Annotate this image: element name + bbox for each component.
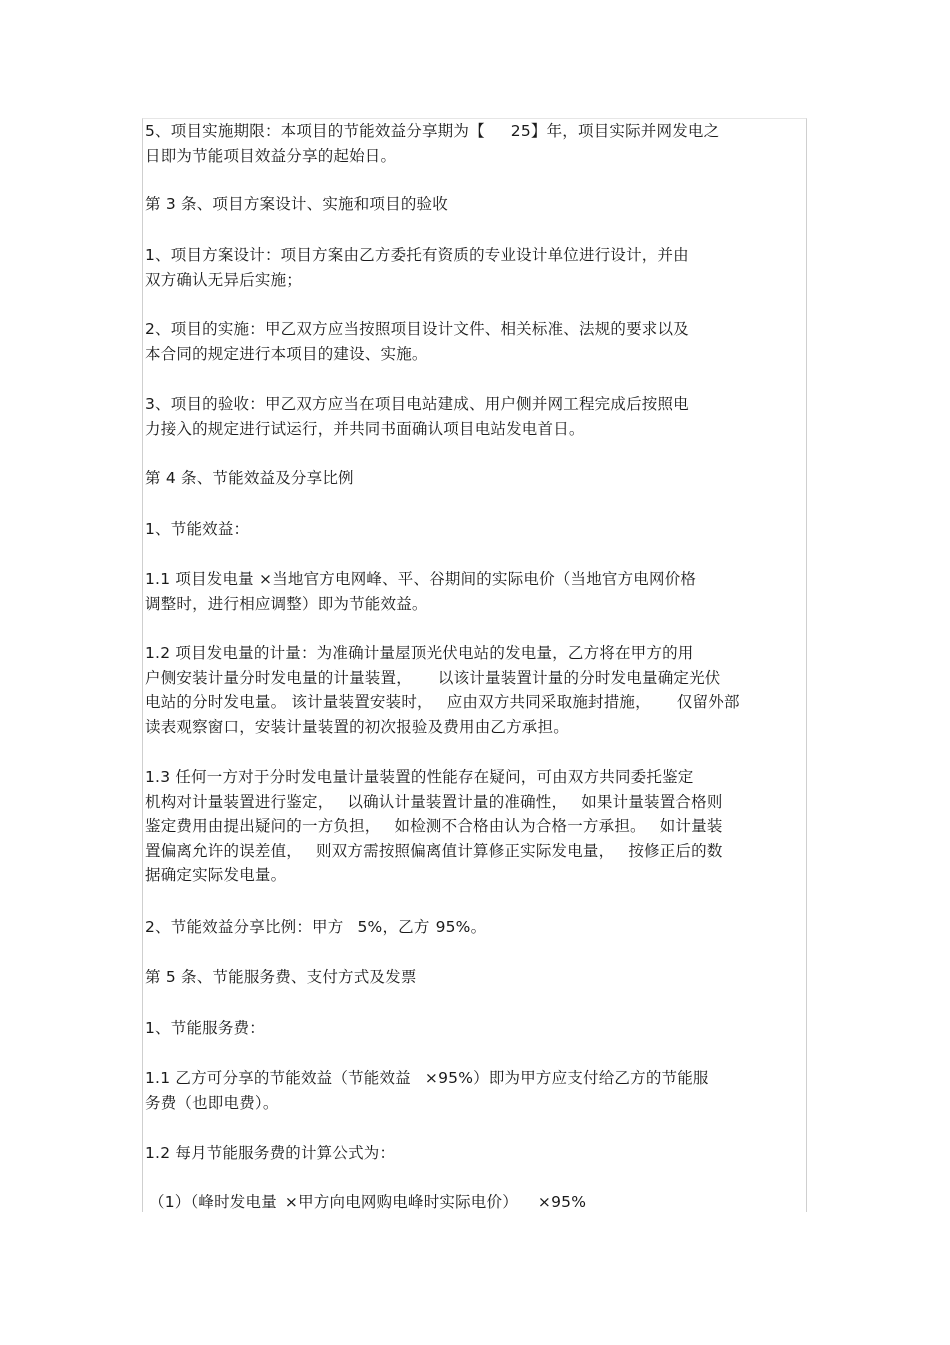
clause-project-acceptance: 3、项目的验收：甲乙双方应当在项目电站建成、用户侧并网工程完成后按照电 力接入的规定进行试运行，并共同书面确认项目电站发电首日。 [145, 395, 689, 438]
clause-1-2: 1.2 项目发电量的计量：为准确计量屋顶光伏电站的发电量，乙方将在甲方的用 户侧安装计量分时发电量的计量装置， 以该计量装置计量的分时发电量确定光伏 电站的分时发电量。 该计量装置安装时， 应由双方共同采取施封措施， 仅留外部 读表观察窗口，安装计量装置的初次报验及费用由乙方承担。 [145, 644, 740, 736]
clause-fee-1-2: 1.2 每月节能服务费的计算公式为： [145, 1144, 396, 1162]
clause-1-1: 1.1 项目发电量 ×当地官方电网峰、平、谷期间的实际电价（当地官方电网价格 调整时，进行相应调整）即为节能效益。 [145, 570, 697, 613]
clause-project-implementation: 2、项目的实施：甲乙双方应当按照项目设计文件、相关标准、法规的要求以及 本合同的规定进行本项目的建设、实施。 [145, 320, 689, 363]
clause-1-3: 1.3 任何一方对于分时发电量计量装置的性能存在疑问，可由双方共同委托鉴定 机构对计量装置进行鉴定， 以确认计量装置计量的准确性， 如果计量装置合格则 鉴定费用由提出疑问的一方负担， 如检测不合格由认为合格一方承担。 如计量装 置偏离允许的误差值， 则双方需按照偏离值计算修正实际发电量， 按修正后的数 据确定实际发电量。 [145, 768, 723, 884]
clause-project-design: 1、项目方案设计：项目方案由乙方委托有资质的专业设计单位进行设计，并由 双方确认无异后实施； [145, 246, 689, 289]
formula-peak: （1）（峰时发电量 ×甲方向电网购电峰时实际电价） ×95% [149, 1193, 587, 1211]
clause-energy-benefit: 1、节能效益： [145, 520, 250, 538]
section-heading-5: 第 5 条、节能服务费、支付方式及发票 [145, 968, 417, 986]
section-heading-3: 第 3 条、项目方案设计、实施和项目的验收 [145, 195, 448, 213]
clause-fee-1-1: 1.1 乙方可分享的节能效益（节能效益 ×95%）即为甲方应支付给乙方的节能服 务费（也即电费）。 [145, 1069, 709, 1112]
clause-project-term: 5、项目实施期限：本项目的节能效益分享期为【 25】年，项目实际并网发电之 日即为节能项目效益分享的起始日。 [145, 122, 720, 165]
clause-service-fee: 1、节能服务费： [145, 1019, 265, 1037]
clause-benefit-sharing-ratio: 2、节能效益分享比例：甲方 5%，乙方 95%。 [145, 918, 487, 936]
section-heading-4: 第 4 条、节能效益及分享比例 [145, 469, 354, 487]
